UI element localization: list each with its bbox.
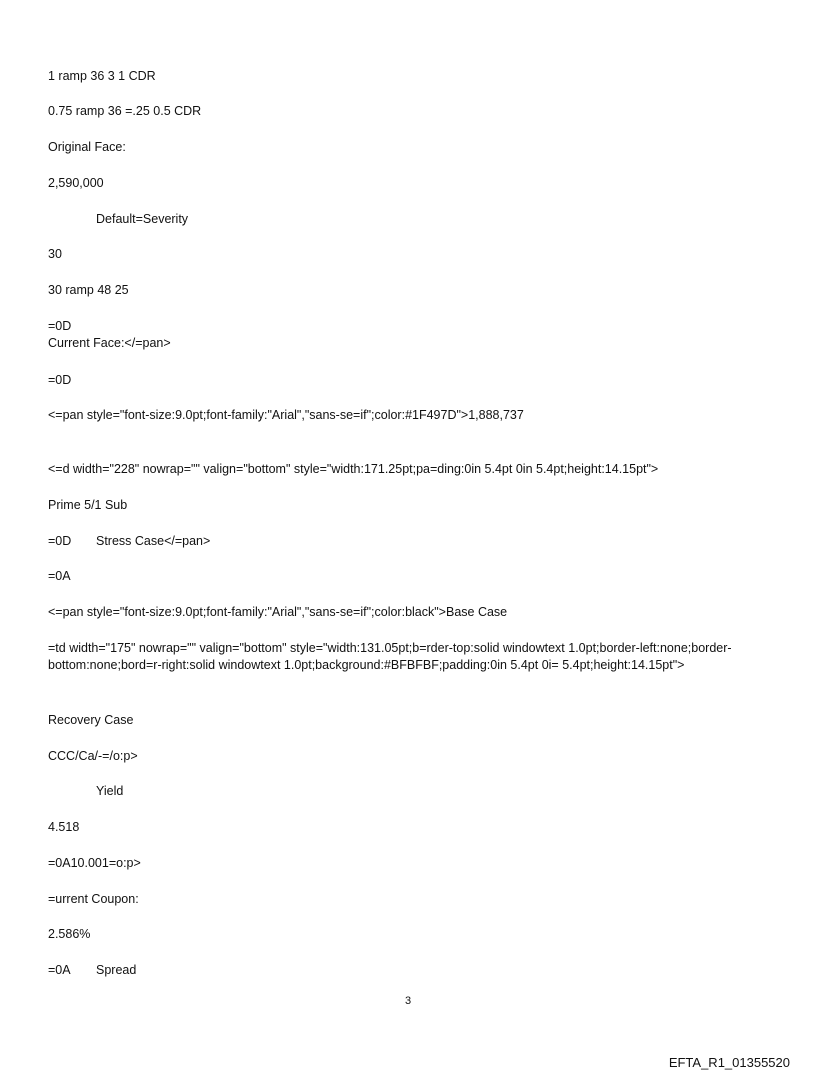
text-line: <=d width="228" nowrap="" valign="bottom" style="width:171.25pt;pa=ding:0in 5.4pt 0in 5.4pt;height:14.15pt"> <box>48 462 659 476</box>
text-line: <=pan style="font-size:9.0pt;font-family:"Arial","sans-se=if";color:#1F497D">1,888,737 <box>48 408 524 422</box>
text-line: 0.75 ramp 36 =.25 0.5 CDR <box>48 104 202 118</box>
text-segment: Spread <box>96 963 137 977</box>
text-line: 4.518 <box>48 820 80 834</box>
text-line: 30 ramp 48 25 <box>48 283 129 297</box>
text-line: 2.586% <box>48 927 91 941</box>
text-line <box>48 962 748 979</box>
text-line: Current Face:</=pan> <box>48 336 171 350</box>
text-line: =0A <box>48 569 71 583</box>
text-line: 30 <box>48 247 62 261</box>
text-line: Default=Severity <box>96 212 189 226</box>
text-line: =0A10.001=o:p> <box>48 856 141 870</box>
text-segment: =0D <box>48 534 72 548</box>
text-line: Prime 5/1 Sub <box>48 498 128 512</box>
text-line: 1 ramp 36 3 1 CDR <box>48 69 156 83</box>
text-segment: =0A <box>48 963 71 977</box>
text-line: =0D <box>48 373 72 387</box>
text-line: Original Face: <box>48 140 126 154</box>
document-id: EFTA_R1_01355520 <box>668 1055 790 1070</box>
text-line: <=pan style="font-size:9.0pt;font-family:"Arial","sans-se=if";color:black">Base Case <box>48 605 508 619</box>
text-line: Recovery Case <box>48 713 134 727</box>
text-line: =0D <box>48 319 72 333</box>
text-line: 2,590,000 <box>48 176 104 190</box>
text-segment: Stress Case</=pan> <box>96 534 211 548</box>
text-line: =urrent Coupon: <box>48 892 139 906</box>
text-line: Yield <box>96 784 124 798</box>
text-line: CCC/Ca/-=/o:p> <box>48 749 138 763</box>
page-number: 3 <box>404 995 412 1007</box>
text-line <box>48 533 748 550</box>
text-line: =td width="175" nowrap="" valign="bottom" style="width:131.05pt;b=rder-top:solid windowtext 1.0pt;border-left:none;border-bottom:none;bord=r-right:solid windowtext 1.0pt;background:#BFBFBF;padding:0in 5.4pt 0i= 5.4pt;height:14.15pt"> <box>48 641 732 672</box>
